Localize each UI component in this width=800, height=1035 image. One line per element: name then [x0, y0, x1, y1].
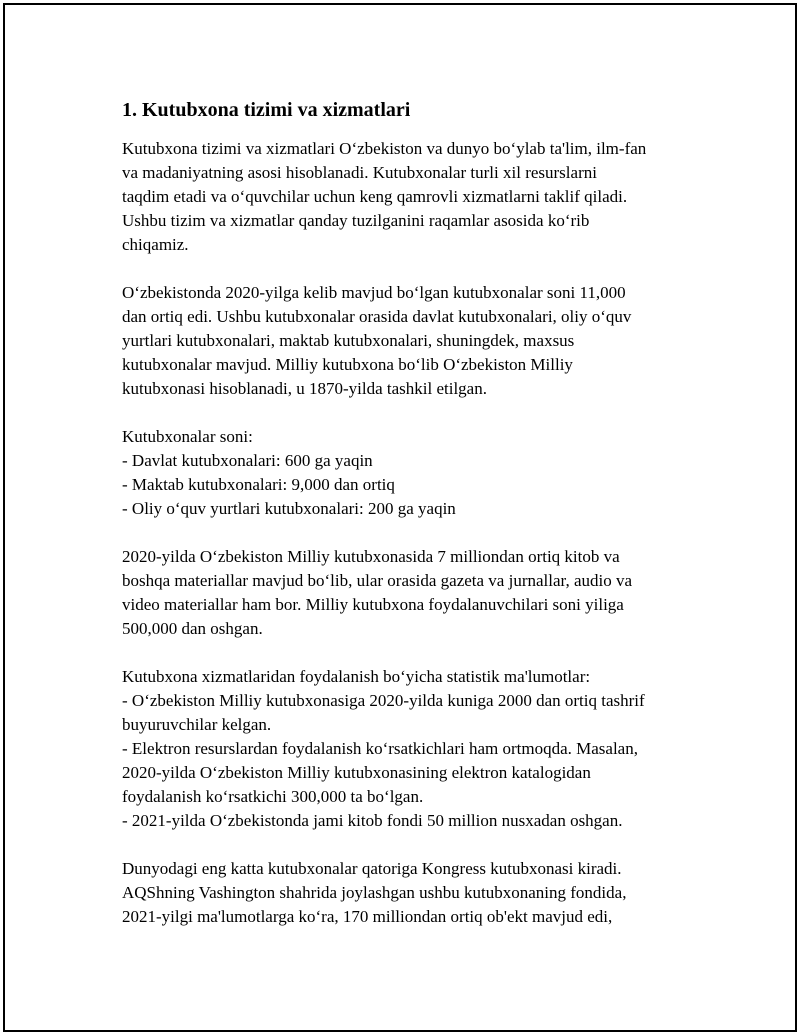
- section-heading: 1. Kutubxona tizimi va xizmatlari: [122, 99, 411, 121]
- paragraph-library-list: [122, 425, 702, 521]
- text-line: dan ortiq edi. Ushbu kutubxonalar orasida davlat kutubxonalari, oliy o‘quv: [122, 307, 632, 327]
- text-line: buyuruvchilar kelgan.: [122, 714, 272, 734]
- text-line: 2020-yilda O‘zbekiston Milliy kutubxonasining elektron katalogidan: [122, 763, 591, 783]
- paragraph-library-of-congress: [122, 857, 702, 929]
- text-line: 500,000 dan oshgan.: [122, 619, 263, 639]
- text-line: 2020-yilda O‘zbekiston Milliy kutubxonasida 7 milliondan ortiq kitob va: [122, 546, 620, 566]
- list-title: Kutubxona xizmatlaridan foydalanish bo‘yicha statistik ma'lumotlar:: [122, 666, 591, 686]
- document-body: [122, 97, 702, 953]
- text-line: video materiallar ham bor. Milliy kutubxona foydalanuvchilari soni yiliga: [122, 595, 624, 614]
- text-line: va madaniyatning asosi hisoblanadi. Kutubxonalar turli xil resurslarni: [122, 163, 597, 183]
- text-line: chiqamiz.: [122, 235, 189, 255]
- text-line: kutubxonalar mavjud. Milliy kutubxona bo‘lib O‘zbekiston Milliy: [122, 355, 573, 375]
- text-line: taqdim etadi va o‘quvchilar uchun keng qamrovli xizmatlarni taklif qiladi.: [122, 187, 628, 207]
- text-line: yurtlari kutubxonalari, maktab kutubxonalari, shuningdek, maxsus: [122, 331, 575, 351]
- text-line: Ushbu tizim va xizmatlar qanday tuzilganini raqamlar asosida ko‘rib: [122, 211, 590, 231]
- text-line: O‘zbekistonda 2020-yilga kelib mavjud bo‘lgan kutubxonalar soni 11,000: [122, 282, 626, 302]
- list-item: - 2021-yilda O‘zbekistonda jami kitob fondi 50 million nusxadan oshgan.: [122, 811, 623, 831]
- document-page: [3, 3, 797, 1032]
- list-item: - O‘zbekiston Milliy kutubxonasiga 2020-yilda kuniga 2000 dan ortiq tashrif: [122, 690, 645, 710]
- text-line: Dunyodagi eng katta kutubxonalar qatoriga Kongress kutubxonasi kiradi.: [122, 858, 622, 878]
- text-line: AQShning Vashington shahrida joylashgan ushbu kutubxonaning fondida,: [122, 882, 627, 902]
- text-line: kutubxonasi hisoblanadi, u 1870-yilda tashkil etilgan.: [122, 379, 487, 399]
- paragraph-national-library: [122, 545, 702, 641]
- paragraph-intro: [122, 137, 702, 257]
- text-line: foydalanish ko‘rsatkichi 300,000 ta bo‘lgan.: [122, 787, 424, 807]
- list-item: - Oliy o‘quv yurtlari kutubxonalari: 200 ga yaqin: [122, 499, 456, 519]
- list-item: - Maktab kutubxonalari: 9,000 dan ortiq: [122, 475, 395, 495]
- text-line: 2021-yilgi ma'lumotlarga ko‘ra, 170 milliondan ortiq ob'ekt mavjud edi,: [122, 907, 613, 927]
- list-item: - Elektron resurslardan foydalanish ko‘rsatkichlari ham ortmoqda. Masalan,: [122, 738, 638, 758]
- text-line: Kutubxona tizimi va xizmatlari O‘zbekiston va dunyo bo‘ylab ta'lim, ilm-fan: [122, 139, 647, 158]
- text-line: boshqa materiallar mavjud bo‘lib, ular orasida gazeta va jurnallar, audio va: [122, 570, 633, 590]
- paragraph-library-count: [122, 281, 702, 401]
- paragraph-service-stats: [122, 665, 702, 834]
- list-title: Kutubxonalar soni:: [122, 426, 253, 446]
- list-item: - Davlat kutubxonalari: 600 ga yaqin: [122, 451, 373, 471]
